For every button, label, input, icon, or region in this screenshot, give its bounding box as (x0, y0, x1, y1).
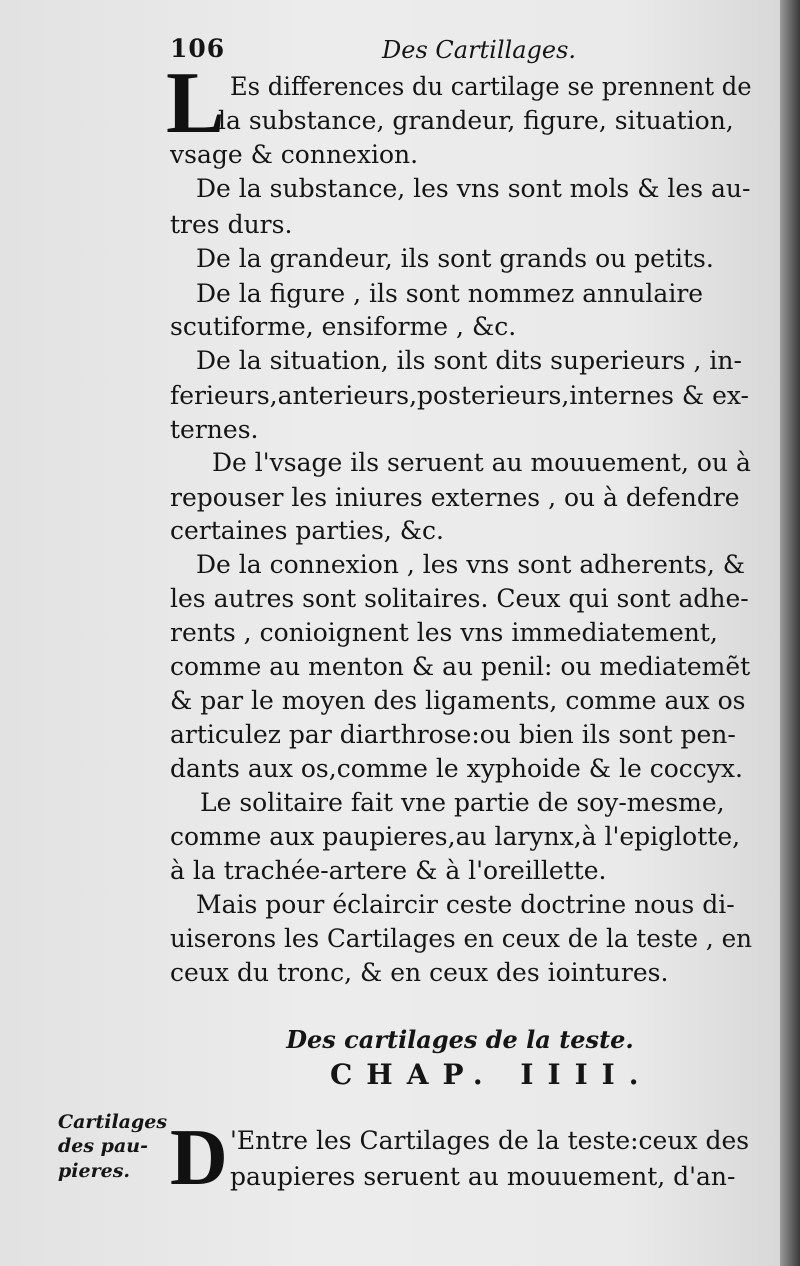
page-header (170, 34, 730, 68)
text-line: repouser les iniures externes , ou à defendre (170, 483, 740, 512)
chapter-heading: CHAP. IIII. (330, 1058, 653, 1091)
text-line: comme au menton & au penil: ou mediatemẽt (170, 652, 751, 681)
margin-note-line: Cartilages (58, 1111, 168, 1133)
text-line: De l'vsage ils seruent au mouuement, ou à (212, 448, 751, 477)
text-line: rents , conioignent les vns immediatement, (170, 618, 718, 647)
text-line: De la situation, ils sont dits superieurs , in- (196, 346, 742, 375)
text-line: Mais pour éclaircir ceste doctrine nous di- (196, 890, 735, 919)
text-line: uiserons les Cartilages en ceux de la teste , en (170, 924, 753, 953)
book-gutter (780, 0, 800, 1266)
text-line: Le solitaire fait vne partie de soy-mesme, (200, 788, 725, 817)
text-line: comme aux paupieres,au larynx,à l'epiglotte, (170, 822, 741, 851)
text-line: ceux du tronc, & en ceux des iointures. (170, 958, 669, 987)
text-line: De la substance, les vns sont mols & les au- (196, 174, 751, 203)
margin-note-line: pieres. (58, 1159, 131, 1182)
dropcap-initial: L (166, 55, 225, 152)
section-title: Des cartilages de la teste. (286, 1025, 634, 1054)
page-number: 106 (170, 34, 226, 63)
running-head: Des Cartillages. (382, 36, 577, 64)
text-line: vsage & connexion. (170, 140, 419, 169)
dropcap-initial: D (170, 1114, 228, 1202)
text-line: articulez par diarthrose:ou bien ils sont pen- (170, 720, 736, 749)
text-line: la substance, grandeur, figure, situation, (218, 106, 734, 135)
text-line: & par le moyen des ligaments, comme aux os (170, 686, 746, 715)
text-line: De la figure , ils sont nommez annulaire (196, 279, 704, 308)
text-line: dants aux os,comme le xyphoide & le coccyx. (170, 754, 743, 783)
text-line: paupieres seruent au mouuement, d'an- (230, 1162, 736, 1191)
text-line: à la trachée-artere & à l'oreillette. (170, 856, 607, 885)
text-line: De la grandeur, ils sont grands ou petits. (196, 244, 714, 273)
text-line: De la connexion , les vns sont adherents, & (196, 550, 745, 579)
text-line: 'Entre les Cartilages de la teste:ceux des (230, 1126, 750, 1155)
margin-note-line: des pau- (58, 1135, 148, 1158)
text-line: Es differences du cartilage se prennent de (230, 72, 752, 101)
text-line: les autres sont solitaires. Ceux qui sont adhe- (170, 584, 749, 613)
text-line: tres durs. (170, 210, 293, 239)
text-line: certaines parties, &c. (170, 516, 444, 545)
text-line: ferieurs,anterieurs,posterieurs,internes & ex- (170, 381, 749, 410)
text-line: ternes. (170, 415, 259, 444)
margin-note (58, 1110, 167, 1183)
text-line: scutiforme, ensiforme , &c. (170, 312, 517, 341)
